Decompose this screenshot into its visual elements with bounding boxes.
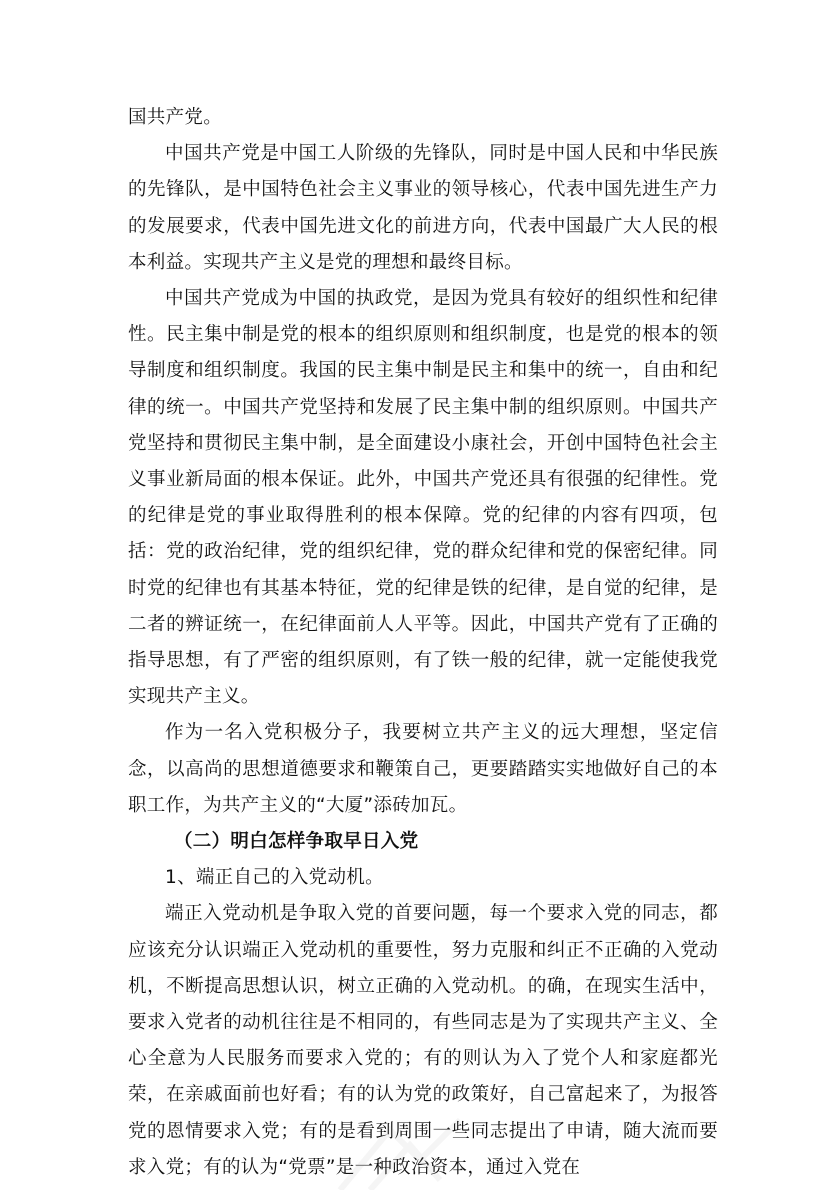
paragraph-motivation: 端正入党动机是争取入党的首要问题，每一个要求入党的同志，都应该充分认识端正入党动机的重要性，努力克服和纠正不正确的入党动机，不断提高思想认识，树立正确的入党动机。的确，在现实生活中，要求入党者的动机往往是不相同的，有些同志是为了实现共产主义、全心全意为人民服务而要求入党的；有的则认为入了党个人和家庭都光荣，在亲戚面前也好看；有的认为党的政策好，自己富起来了，为报答党的恩情要求入党；有的是看到周围一些同志提出了申请，随大流而要求入党；有的认为“党票”是一种政治资本，通过入党在 xyxy=(128,903,718,1178)
paragraph-party-vanguard: 中国共产党是中国工人阶级的先锋队，同时是中国人民和中华民族的先锋队，是中国特色社会主义事业的领导核心，代表中国先进生产力的发展要求，代表中国先进文化的前进方向，代表中国最广大人民的根本利益。实现共产主义是党的理想和最终目标。 xyxy=(128,143,718,273)
paragraph-party-discipline: 中国共产党成为中国的执政党，是因为党具有较好的组织性和纪律性。民主集中制是党的根本的组织原则和组织制度，也是党的根本的领导制度和组织制度。我国的民主集中制是民主和集中的统一，自由和纪律的统一。中国共产党坚持和发展了民主集中制的组织原则。中国共产党坚持和贯彻民主集中制，是全面建设小康社会，开创中国特色社会主义事业新局面的根本保证。此外，中国共产党还具有很强的纪律性。党的纪律是党的事业取得胜利的根本保障。党的纪律的内容有四项，包括：党的政治纪律，党的组织纪律，党的群众纪律和党的保密纪律。同时党的纪律也有其基本特征，党的纪律是铁的纪律，是自觉的纪律，是二者的辨证统一，在纪律面前人人平等。因此，中国共产党有了正确的指导思想，有了严密的组织原则，有了铁一般的纪律，就一定能使我党实现共产主义。 xyxy=(128,288,718,708)
paragraph-continuation: 国共产党。 xyxy=(128,107,223,128)
section-heading: （二）明白怎样争取早日入党 xyxy=(174,831,419,853)
watermark-icon xyxy=(300,1110,500,1190)
subheading-motivation: 1、端正自己的入党动机。 xyxy=(165,867,384,889)
paragraph-activist-commitment: 作为一名入党积极分子，我要树立共产主义的远大理想，坚定信念，以高尚的思想道德要求和鞭策自己，更要踏踏实实地做好自己的本职工作，为共产主义的“大厦”添砖加瓦。 xyxy=(128,722,718,816)
document-body xyxy=(128,100,718,1186)
